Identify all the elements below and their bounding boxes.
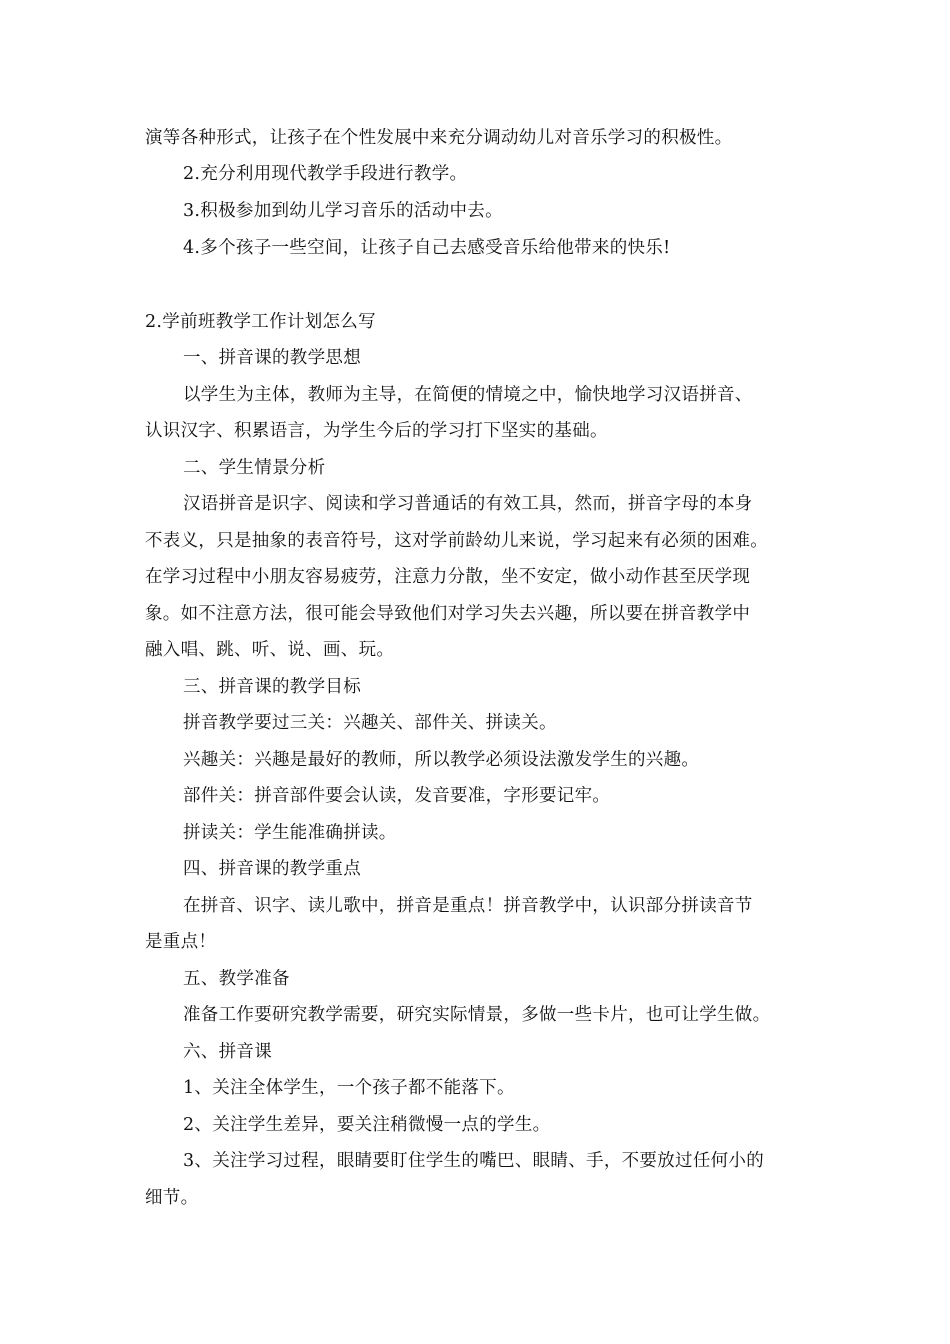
list-item: 3、关注学习过程，眼睛要盯住学生的嘴巴、眼睛、手，不要放过任何小的 (183, 1151, 765, 1171)
paragraph-line: 是重点！ (145, 932, 217, 952)
section-heading: 五、教学准备 (183, 969, 290, 989)
paragraph-line: 以学生为主体，教师为主导，在简便的情境之中，愉快地学习汉语拼音、 (183, 385, 753, 405)
paragraph-line: 在学习过程中小朋友容易疲劳，注意力分散，坐不安定，做小动作甚至厌学现 (145, 567, 751, 587)
list-item: 2、关注学生差异，要关注稍微慢一点的学生。 (183, 1115, 551, 1135)
paragraph-line: 认识汉字、积累语言，为学生今后的学习打下坚实的基础。 (145, 421, 608, 441)
paragraph-line: 兴趣关：兴趣是最好的教师，所以教学必须设法激发学生的兴趣。 (183, 750, 700, 770)
list-item: 4.多个孩子一些空间，让孩子自己去感受音乐给他带来的快乐! (183, 238, 671, 258)
list-item: 2.充分利用现代教学手段进行教学。 (183, 164, 468, 184)
section-heading: 二、学生情景分析 (183, 458, 326, 478)
section-heading: 四、拼音课的教学重点 (183, 859, 361, 879)
paragraph-line: 细节。 (145, 1188, 199, 1208)
section-title: 2.学前班教学工作计划怎么写 (145, 312, 376, 332)
paragraph-line: 拼音教学要过三关：兴趣关、部件关、拼读关。 (183, 713, 557, 733)
paragraph-line: 象。如不注意方法，很可能会导致他们对学习失去兴趣，所以要在拼音教学中 (145, 604, 751, 624)
paragraph-line: 部件关：拼音部件要会认读，发音要准，字形要记牢。 (183, 786, 611, 806)
paragraph-line: 汉语拼音是识字、阅读和学习普通话的有效工具，然而，拼音字母的本身 (183, 494, 753, 514)
paragraph-line: 不表义，只是抽象的表音符号，这对学前龄幼儿来说，学习起来有必须的困难。 (145, 531, 768, 551)
paragraph-line: 演等各种形式，让孩子在个性发展中来充分调动幼儿对音乐学习的积极性。 (145, 128, 733, 148)
list-item: 1、关注全体学生，一个孩子都不能落下。 (183, 1078, 515, 1098)
list-item: 3.积极参加到幼儿学习音乐的活动中去。 (183, 201, 503, 221)
paragraph-line: 拼读关：学生能准确拼读。 (183, 823, 397, 843)
paragraph-line: 融入唱、跳、听、说、画、玩。 (145, 640, 395, 660)
section-heading: 六、拼音课 (183, 1042, 272, 1062)
section-heading: 三、拼音课的教学目标 (183, 677, 361, 697)
section-heading: 一、拼音课的教学思想 (183, 348, 361, 368)
paragraph-line: 准备工作要研究教学需要，研究实际情景，多做一些卡片，也可让学生做。 (183, 1005, 771, 1025)
paragraph-line: 在拼音、识字、读儿歌中，拼音是重点！拼音教学中，认识部分拼读音节 (183, 896, 753, 916)
